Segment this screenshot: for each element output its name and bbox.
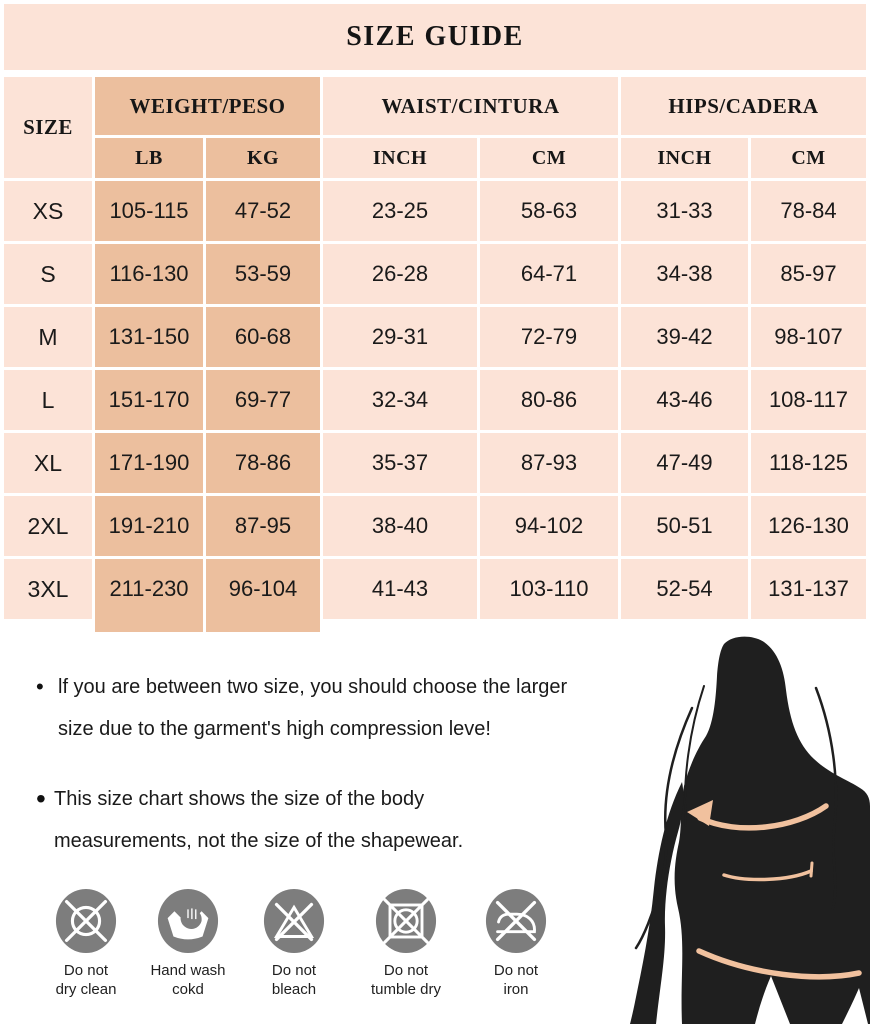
row-2xl-lb: 191-210 [95, 496, 203, 556]
row-m-kg: 60-68 [206, 307, 320, 367]
bullet-icon: • [36, 783, 46, 814]
row-xs-lb: 105-115 [95, 181, 203, 241]
page-title: SIZE GUIDE [346, 21, 524, 52]
kg-column-extension [206, 619, 320, 632]
row-xs-hips-inch: 31-33 [621, 181, 748, 241]
header-hips-cadera: HIPS/CADERA [621, 77, 866, 135]
row-3xl-size: 3XL [4, 559, 92, 619]
row-s-waist-inch: 26-28 [323, 244, 477, 304]
female-silhouette [620, 630, 870, 1024]
row-2xl-hips-inch: 50-51 [621, 496, 748, 556]
care-item-do-not-iron [470, 888, 562, 999]
care-label-line: dry clean [55, 981, 117, 998]
do-not-tumble-dry-icon [374, 888, 438, 954]
female-silhouette-graphic [620, 630, 870, 1024]
header-waist-cintura: WAIST/CINTURA [323, 77, 618, 135]
row-3xl-hips-cm: 131-137 [751, 559, 866, 619]
row-xs-size: XS [4, 181, 92, 241]
do-not-bleach-icon [262, 888, 326, 954]
row-2xl-waist-inch: 38-40 [323, 496, 477, 556]
title-band [4, 4, 866, 70]
care-label-line: Do not [63, 962, 109, 979]
header-size: SIZE [4, 77, 92, 178]
note-line: lf you are between two size, you should choose the larger [58, 676, 568, 698]
hand-wash-icon [156, 888, 220, 954]
row-xl-lb: 171-190 [95, 433, 203, 493]
note-body-measurements [36, 778, 661, 862]
row-l-waist-inch: 32-34 [323, 370, 477, 430]
row-xl-waist-inch: 35-37 [323, 433, 477, 493]
subheader-hips-inch: INCH [621, 138, 748, 178]
row-l-hips-inch: 43-46 [621, 370, 748, 430]
care-item-do-not-dry-clean [42, 888, 130, 999]
note-line: measurements, not the size of the shapewear. [54, 830, 464, 852]
row-2xl-kg: 87-95 [206, 496, 320, 556]
row-xs-kg: 47-52 [206, 181, 320, 241]
subheader-waist-inch: INCH [323, 138, 477, 178]
row-xl-waist-cm: 87-93 [480, 433, 618, 493]
care-instructions-row [42, 888, 562, 999]
row-l-waist-cm: 80-86 [480, 370, 618, 430]
row-s-hips-cm: 85-97 [751, 244, 866, 304]
care-item-hand-wash [138, 888, 238, 999]
row-l-size: L [4, 370, 92, 430]
care-label-line: bleach [271, 981, 317, 998]
bullet-icon: • [36, 674, 44, 699]
care-label-line: Do not [493, 962, 539, 979]
row-xs-waist-cm: 58-63 [480, 181, 618, 241]
care-label-line: Do not [383, 962, 429, 979]
care-label-line: Do not [271, 962, 317, 979]
row-m-waist-cm: 72-79 [480, 307, 618, 367]
row-s-kg: 53-59 [206, 244, 320, 304]
row-3xl-hips-inch: 52-54 [621, 559, 748, 619]
row-xs-waist-inch: 23-25 [323, 181, 477, 241]
care-item-do-not-bleach [246, 888, 342, 999]
row-s-lb: 116-130 [95, 244, 203, 304]
row-l-lb: 151-170 [95, 370, 203, 430]
row-m-hips-cm: 98-107 [751, 307, 866, 367]
care-label-line: iron [503, 981, 529, 998]
do-not-iron-icon [484, 888, 548, 954]
row-s-size: S [4, 244, 92, 304]
row-m-size: M [4, 307, 92, 367]
row-s-waist-cm: 64-71 [480, 244, 618, 304]
row-2xl-size: 2XL [4, 496, 92, 556]
row-xs-hips-cm: 78-84 [751, 181, 866, 241]
row-2xl-hips-cm: 126-130 [751, 496, 866, 556]
subheader-lb: LB [95, 138, 203, 178]
row-m-waist-inch: 29-31 [323, 307, 477, 367]
row-xl-kg: 78-86 [206, 433, 320, 493]
row-3xl-waist-cm: 103-110 [480, 559, 618, 619]
size-table [4, 77, 866, 619]
note-sizing-advice [36, 666, 661, 750]
header-weight-peso: WEIGHT/PESO [95, 77, 320, 135]
row-l-kg: 69-77 [206, 370, 320, 430]
care-label-line: tumble dry [370, 981, 442, 998]
do-not-dry-clean-icon [54, 888, 118, 954]
subheader-kg: KG [206, 138, 320, 178]
row-3xl-lb: 211-230 [95, 559, 203, 619]
care-label-line: cokd [172, 981, 204, 998]
row-m-lb: 131-150 [95, 307, 203, 367]
subheader-hips-cm: CM [751, 138, 866, 178]
row-m-hips-inch: 39-42 [621, 307, 748, 367]
note-line: size due to the garment's high compression leve! [58, 718, 491, 740]
row-xl-size: XL [4, 433, 92, 493]
notes-section [36, 666, 661, 862]
lb-column-extension [95, 619, 203, 632]
subheader-waist-cm: CM [480, 138, 618, 178]
row-xl-hips-cm: 118-125 [751, 433, 866, 493]
row-s-hips-inch: 34-38 [621, 244, 748, 304]
row-2xl-waist-cm: 94-102 [480, 496, 618, 556]
row-l-hips-cm: 108-117 [751, 370, 866, 430]
note-line: This size chart shows the size of the body [54, 788, 425, 810]
row-3xl-kg: 96-104 [206, 559, 320, 619]
care-label-line: Hand wash [150, 962, 226, 979]
row-xl-hips-inch: 47-49 [621, 433, 748, 493]
care-item-do-not-tumble-dry [350, 888, 462, 999]
row-3xl-waist-inch: 41-43 [323, 559, 477, 619]
